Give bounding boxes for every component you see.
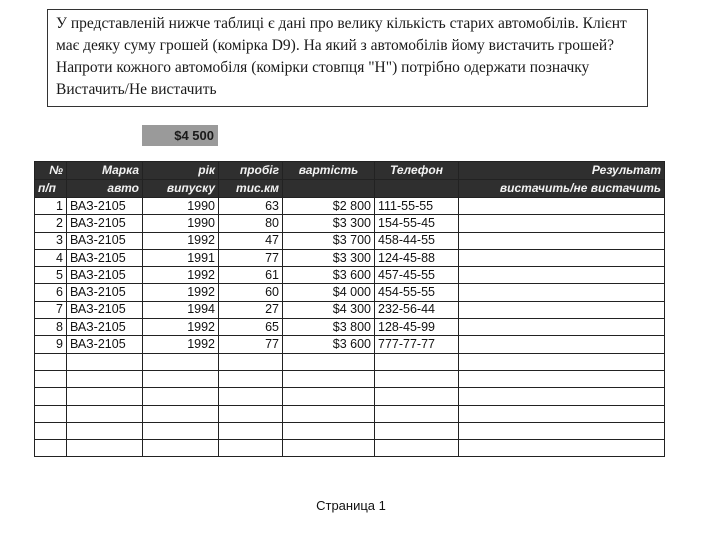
col-header-year-sub: випуску bbox=[143, 180, 219, 198]
page-footer: Страница 1 bbox=[316, 498, 386, 513]
cell-result[interactable] bbox=[459, 232, 665, 249]
cell-brand[interactable]: ВАЗ-2105 bbox=[67, 249, 143, 266]
empty-cell[interactable] bbox=[67, 422, 143, 439]
col-header-phone: Телефон bbox=[375, 162, 459, 180]
col-header-mileage-sub: тис.км bbox=[219, 180, 283, 198]
cell-result[interactable] bbox=[459, 301, 665, 318]
empty-cell[interactable] bbox=[219, 405, 283, 422]
empty-cell[interactable] bbox=[283, 388, 375, 405]
col-header-year: рік bbox=[143, 162, 219, 180]
col-header-brand-sub: авто bbox=[67, 180, 143, 198]
empty-table-row bbox=[35, 353, 665, 370]
task-line: Напроти кожного автомобіля (комірки стовпця "H") потрібно одержати позначку bbox=[56, 59, 590, 76]
empty-cell[interactable] bbox=[375, 353, 459, 370]
cell-mileage[interactable]: 77 bbox=[219, 249, 283, 266]
cell-brand[interactable]: ВАЗ-2105 bbox=[67, 267, 143, 284]
cell-number[interactable]: 6 bbox=[35, 284, 67, 301]
cell-phone[interactable]: 232-56-44 bbox=[375, 301, 459, 318]
col-header-result: Результат bbox=[459, 162, 665, 180]
empty-cell[interactable] bbox=[35, 370, 67, 387]
table-row bbox=[35, 215, 665, 232]
empty-cell[interactable] bbox=[283, 422, 375, 439]
cell-price[interactable]: $2 800 bbox=[283, 198, 375, 215]
cell-result[interactable] bbox=[459, 284, 665, 301]
empty-table-row bbox=[35, 440, 665, 457]
col-header-result-sub: вистачить/не вистачить bbox=[459, 180, 665, 198]
cell-mileage[interactable]: 77 bbox=[219, 336, 283, 353]
empty-cell[interactable] bbox=[35, 388, 67, 405]
cell-mileage[interactable]: 60 bbox=[219, 284, 283, 301]
table-row bbox=[35, 336, 665, 353]
cell-year[interactable]: 1992 bbox=[143, 232, 219, 249]
cell-result[interactable] bbox=[459, 267, 665, 284]
budget-cell[interactable]: $4 500 bbox=[142, 125, 218, 146]
empty-cell[interactable] bbox=[375, 405, 459, 422]
cell-brand[interactable]: ВАЗ-2105 bbox=[67, 301, 143, 318]
cell-price[interactable]: $3 700 bbox=[283, 232, 375, 249]
empty-table-row bbox=[35, 422, 665, 439]
cell-year[interactable]: 1992 bbox=[143, 319, 219, 336]
empty-table-row bbox=[35, 388, 665, 405]
cell-year[interactable]: 1992 bbox=[143, 336, 219, 353]
cell-mileage[interactable]: 27 bbox=[219, 301, 283, 318]
header-row-2 bbox=[35, 180, 665, 198]
cell-price[interactable]: $3 600 bbox=[283, 267, 375, 284]
header-row-1 bbox=[35, 162, 665, 180]
cell-year[interactable]: 1990 bbox=[143, 198, 219, 215]
cell-number[interactable]: 2 bbox=[35, 215, 67, 232]
empty-cell[interactable] bbox=[219, 440, 283, 457]
empty-cell[interactable] bbox=[459, 440, 665, 457]
empty-cell[interactable] bbox=[283, 405, 375, 422]
cell-number[interactable]: 4 bbox=[35, 249, 67, 266]
col-header-mileage: пробіг bbox=[219, 162, 283, 180]
cell-phone[interactable]: 128-45-99 bbox=[375, 319, 459, 336]
task-line: Вистачить/Не вистачить bbox=[56, 81, 217, 98]
empty-cell[interactable] bbox=[375, 440, 459, 457]
cell-phone[interactable]: 454-55-55 bbox=[375, 284, 459, 301]
cell-number[interactable]: 1 bbox=[35, 198, 67, 215]
table-row bbox=[35, 249, 665, 266]
cell-mileage[interactable]: 63 bbox=[219, 198, 283, 215]
cell-phone[interactable]: 458-44-55 bbox=[375, 232, 459, 249]
empty-cell[interactable] bbox=[375, 422, 459, 439]
cell-phone[interactable]: 777-77-77 bbox=[375, 336, 459, 353]
cell-result[interactable] bbox=[459, 215, 665, 232]
cell-price[interactable]: $3 800 bbox=[283, 319, 375, 336]
task-line: має деяку суму грошей (комірка D9). На який з автомобілів йому вистачить грошей? bbox=[56, 37, 615, 54]
cell-brand[interactable]: ВАЗ-2105 bbox=[67, 336, 143, 353]
cell-number[interactable]: 9 bbox=[35, 336, 67, 353]
cell-mileage[interactable]: 47 bbox=[219, 232, 283, 249]
cell-result[interactable] bbox=[459, 198, 665, 215]
empty-table-row bbox=[35, 405, 665, 422]
empty-cell[interactable] bbox=[375, 370, 459, 387]
cell-number[interactable]: 8 bbox=[35, 319, 67, 336]
empty-table-row bbox=[35, 370, 665, 387]
empty-cell[interactable] bbox=[35, 422, 67, 439]
col-header-number: № bbox=[35, 162, 67, 180]
empty-cell[interactable] bbox=[67, 370, 143, 387]
cell-result[interactable] bbox=[459, 319, 665, 336]
cell-number[interactable]: 7 bbox=[35, 301, 67, 318]
empty-cell[interactable] bbox=[375, 388, 459, 405]
cars-table bbox=[34, 161, 665, 457]
empty-cell[interactable] bbox=[143, 440, 219, 457]
table-row bbox=[35, 267, 665, 284]
cell-brand[interactable]: ВАЗ-2105 bbox=[67, 232, 143, 249]
cell-price[interactable]: $4 000 bbox=[283, 284, 375, 301]
table-row bbox=[35, 232, 665, 249]
empty-cell[interactable] bbox=[219, 388, 283, 405]
empty-cell[interactable] bbox=[67, 388, 143, 405]
empty-cell[interactable] bbox=[459, 353, 665, 370]
empty-cell[interactable] bbox=[67, 353, 143, 370]
cell-number[interactable]: 3 bbox=[35, 232, 67, 249]
empty-cell[interactable] bbox=[143, 422, 219, 439]
cell-price[interactable]: $4 300 bbox=[283, 301, 375, 318]
cell-year[interactable]: 1992 bbox=[143, 284, 219, 301]
empty-cell[interactable] bbox=[459, 388, 665, 405]
empty-cell[interactable] bbox=[35, 353, 67, 370]
cell-year[interactable]: 1994 bbox=[143, 301, 219, 318]
empty-cell[interactable] bbox=[459, 370, 665, 387]
table-body bbox=[35, 198, 665, 457]
cell-price[interactable]: $3 300 bbox=[283, 249, 375, 266]
empty-cell[interactable] bbox=[143, 405, 219, 422]
empty-cell[interactable] bbox=[283, 353, 375, 370]
cell-brand[interactable]: ВАЗ-2105 bbox=[67, 215, 143, 232]
cell-result[interactable] bbox=[459, 336, 665, 353]
cell-mileage[interactable]: 65 bbox=[219, 319, 283, 336]
cell-phone[interactable]: 111-55-55 bbox=[375, 198, 459, 215]
table-row bbox=[35, 198, 665, 215]
cell-brand[interactable]: ВАЗ-2105 bbox=[67, 319, 143, 336]
task-line: У представленій нижче таблиці є дані про велику кількість старих автомобілів. Клієнт bbox=[56, 15, 627, 32]
cell-result[interactable] bbox=[459, 249, 665, 266]
cell-number[interactable]: 5 bbox=[35, 267, 67, 284]
cell-year[interactable]: 1992 bbox=[143, 267, 219, 284]
empty-cell[interactable] bbox=[219, 353, 283, 370]
cell-year[interactable]: 1990 bbox=[143, 215, 219, 232]
cell-price[interactable]: $3 300 bbox=[283, 215, 375, 232]
empty-cell[interactable] bbox=[283, 370, 375, 387]
cell-year[interactable]: 1991 bbox=[143, 249, 219, 266]
table-row bbox=[35, 319, 665, 336]
cell-brand[interactable]: ВАЗ-2105 bbox=[67, 198, 143, 215]
col-header-price-sub bbox=[283, 180, 375, 198]
col-header-number-sub: п/п bbox=[35, 180, 67, 198]
empty-cell[interactable] bbox=[67, 405, 143, 422]
col-header-phone-sub bbox=[375, 180, 459, 198]
cell-brand[interactable]: ВАЗ-2105 bbox=[67, 284, 143, 301]
empty-cell[interactable] bbox=[35, 440, 67, 457]
cell-phone[interactable]: 154-55-45 bbox=[375, 215, 459, 232]
cell-phone[interactable]: 457-45-55 bbox=[375, 267, 459, 284]
empty-cell[interactable] bbox=[143, 370, 219, 387]
table-row bbox=[35, 284, 665, 301]
cell-price[interactable]: $3 600 bbox=[283, 336, 375, 353]
empty-cell[interactable] bbox=[143, 353, 219, 370]
empty-cell[interactable] bbox=[459, 422, 665, 439]
empty-cell[interactable] bbox=[283, 440, 375, 457]
empty-cell[interactable] bbox=[35, 405, 67, 422]
cell-phone[interactable]: 124-45-88 bbox=[375, 249, 459, 266]
empty-cell[interactable] bbox=[219, 370, 283, 387]
task-description bbox=[47, 9, 648, 107]
col-header-price: вартість bbox=[283, 162, 375, 180]
cell-mileage[interactable]: 61 bbox=[219, 267, 283, 284]
empty-cell[interactable] bbox=[67, 440, 143, 457]
cell-mileage[interactable]: 80 bbox=[219, 215, 283, 232]
empty-cell[interactable] bbox=[219, 422, 283, 439]
col-header-brand: Марка bbox=[67, 162, 143, 180]
empty-cell[interactable] bbox=[459, 405, 665, 422]
table-row bbox=[35, 301, 665, 318]
empty-cell[interactable] bbox=[143, 388, 219, 405]
